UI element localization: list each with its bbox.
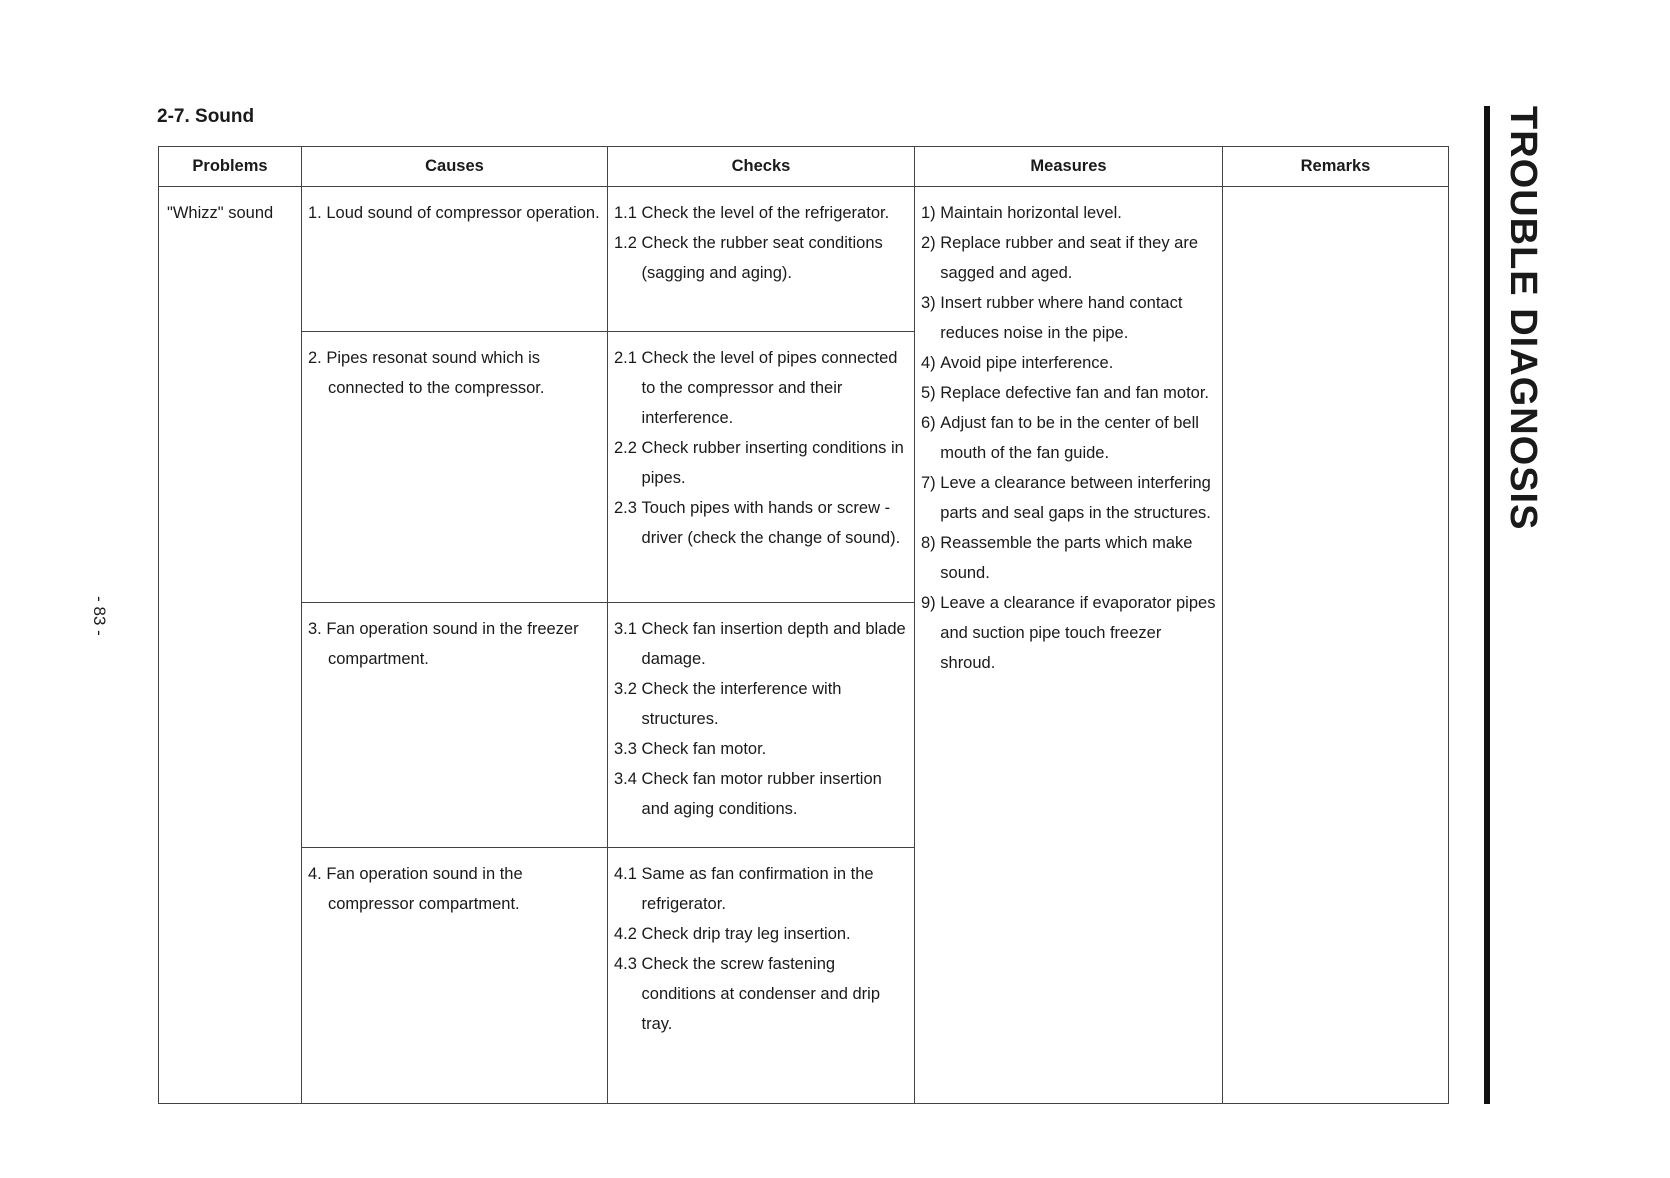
checks-cell [608, 603, 915, 848]
page-number: - 83 - [90, 596, 109, 636]
check-text: Check fan motor. [641, 740, 767, 758]
trouble-diagnosis-table [158, 146, 1449, 1104]
check-number: 2.1 [614, 349, 642, 367]
measure-number: 5) [921, 384, 941, 402]
checks-cell [608, 187, 915, 332]
header-problems: Problems [159, 147, 302, 187]
check-text: Check the rubber seat conditions (sagging and aging). [641, 234, 883, 282]
measure-text: Insert rubber where hand contact reduces noise in the pipe. [940, 294, 1183, 342]
check-text: Touch pipes with hands or screw -driver (check the change of sound). [641, 499, 901, 547]
measure-number: 3) [921, 294, 941, 312]
cause-text: 1. Loud sound of compressor operation. [308, 204, 600, 222]
check-number: 4.3 [614, 955, 642, 973]
measure-item [921, 198, 1216, 228]
check-item [614, 343, 908, 433]
table-row [159, 187, 1449, 332]
measure-text: Replace defective fan and fan motor. [940, 384, 1210, 402]
check-text: Check drip tray leg insertion. [641, 925, 851, 943]
check-item [614, 859, 908, 919]
table-header-row [159, 147, 1449, 187]
check-item [614, 614, 908, 674]
check-number: 2.3 [614, 499, 642, 517]
check-item [614, 734, 908, 764]
measure-number: 4) [921, 354, 941, 372]
check-item [614, 198, 908, 228]
cause-cell [302, 187, 608, 332]
cause-text: 3. Fan operation sound in the freezer compartment. [308, 620, 579, 668]
check-text: Check rubber inserting conditions in pipes. [641, 439, 904, 487]
check-text: Check fan motor rubber insertion and aging conditions. [641, 770, 882, 818]
check-text: Check fan insertion depth and blade damage. [641, 620, 906, 668]
check-number: 1.1 [614, 204, 642, 222]
cause-cell [302, 603, 608, 848]
check-number: 4.1 [614, 865, 642, 883]
check-item [614, 949, 908, 1039]
check-number: 3.2 [614, 680, 642, 698]
check-number: 3.4 [614, 770, 642, 788]
check-number: 1.2 [614, 234, 642, 252]
measure-item [921, 348, 1216, 378]
cause-text: 2. Pipes resonat sound which is connected to the compressor. [308, 349, 545, 397]
measure-item [921, 588, 1216, 678]
header-causes: Causes [302, 147, 608, 187]
check-item [614, 228, 908, 288]
measures-cell [915, 187, 1223, 1104]
measure-number: 2) [921, 234, 941, 252]
cause-cell [302, 848, 608, 1104]
cause-cell [302, 332, 608, 603]
header-checks: Checks [608, 147, 915, 187]
check-text: Check the screw fastening conditions at condenser and drip tray. [641, 955, 881, 1033]
check-item [614, 493, 908, 553]
checks-cell [608, 332, 915, 603]
check-text: Check the level of the refrigerator. [641, 204, 890, 222]
problem-text: "Whizz" sound [167, 204, 274, 222]
check-text: Same as fan confirmation in the refrigerator. [641, 865, 874, 913]
header-remarks: Remarks [1223, 147, 1449, 187]
measure-number: 8) [921, 534, 941, 552]
measure-number: 1) [921, 204, 941, 222]
check-item [614, 433, 908, 493]
check-item [614, 674, 908, 734]
measure-number: 7) [921, 474, 941, 492]
measure-item [921, 288, 1216, 348]
measure-text: Avoid pipe interference. [940, 354, 1114, 372]
measure-text: Reassemble the parts which make sound. [940, 534, 1193, 582]
check-item [614, 764, 908, 824]
remarks-cell [1223, 187, 1449, 1104]
checks-cell [608, 848, 915, 1104]
side-chapter-title: TROUBLE DIAGNOSIS [1502, 106, 1544, 531]
check-text: Check the interference with structures. [641, 680, 842, 728]
check-number: 2.2 [614, 439, 642, 457]
header-measures: Measures [915, 147, 1223, 187]
measure-item [921, 378, 1216, 408]
measure-number: 6) [921, 414, 941, 432]
measure-text: Replace rubber and seat if they are sagged and aged. [940, 234, 1199, 282]
check-number: 3.1 [614, 620, 642, 638]
check-text: Check the level of pipes connected to the compressor and their interference. [641, 349, 898, 427]
measure-text: Maintain horizontal level. [940, 204, 1122, 222]
measure-item [921, 408, 1216, 468]
cause-text: 4. Fan operation sound in the compressor compartment. [308, 865, 523, 913]
section-title: 2-7. Sound [157, 106, 255, 127]
check-item [614, 919, 908, 949]
side-divider-bar [1484, 106, 1490, 1104]
measure-item [921, 468, 1216, 528]
measure-item [921, 228, 1216, 288]
measure-item [921, 528, 1216, 588]
check-number: 4.2 [614, 925, 642, 943]
problem-cell [159, 187, 302, 1104]
measure-text: Leave a clearance if evaporator pipes and suction pipe touch freezer shroud. [940, 594, 1216, 672]
measure-text: Adjust fan to be in the center of bell mouth of the fan guide. [940, 414, 1199, 462]
measure-number: 9) [921, 594, 941, 612]
check-number: 3.3 [614, 740, 642, 758]
measure-text: Leve a clearance between interfering parts and seal gaps in the structures. [940, 474, 1211, 522]
